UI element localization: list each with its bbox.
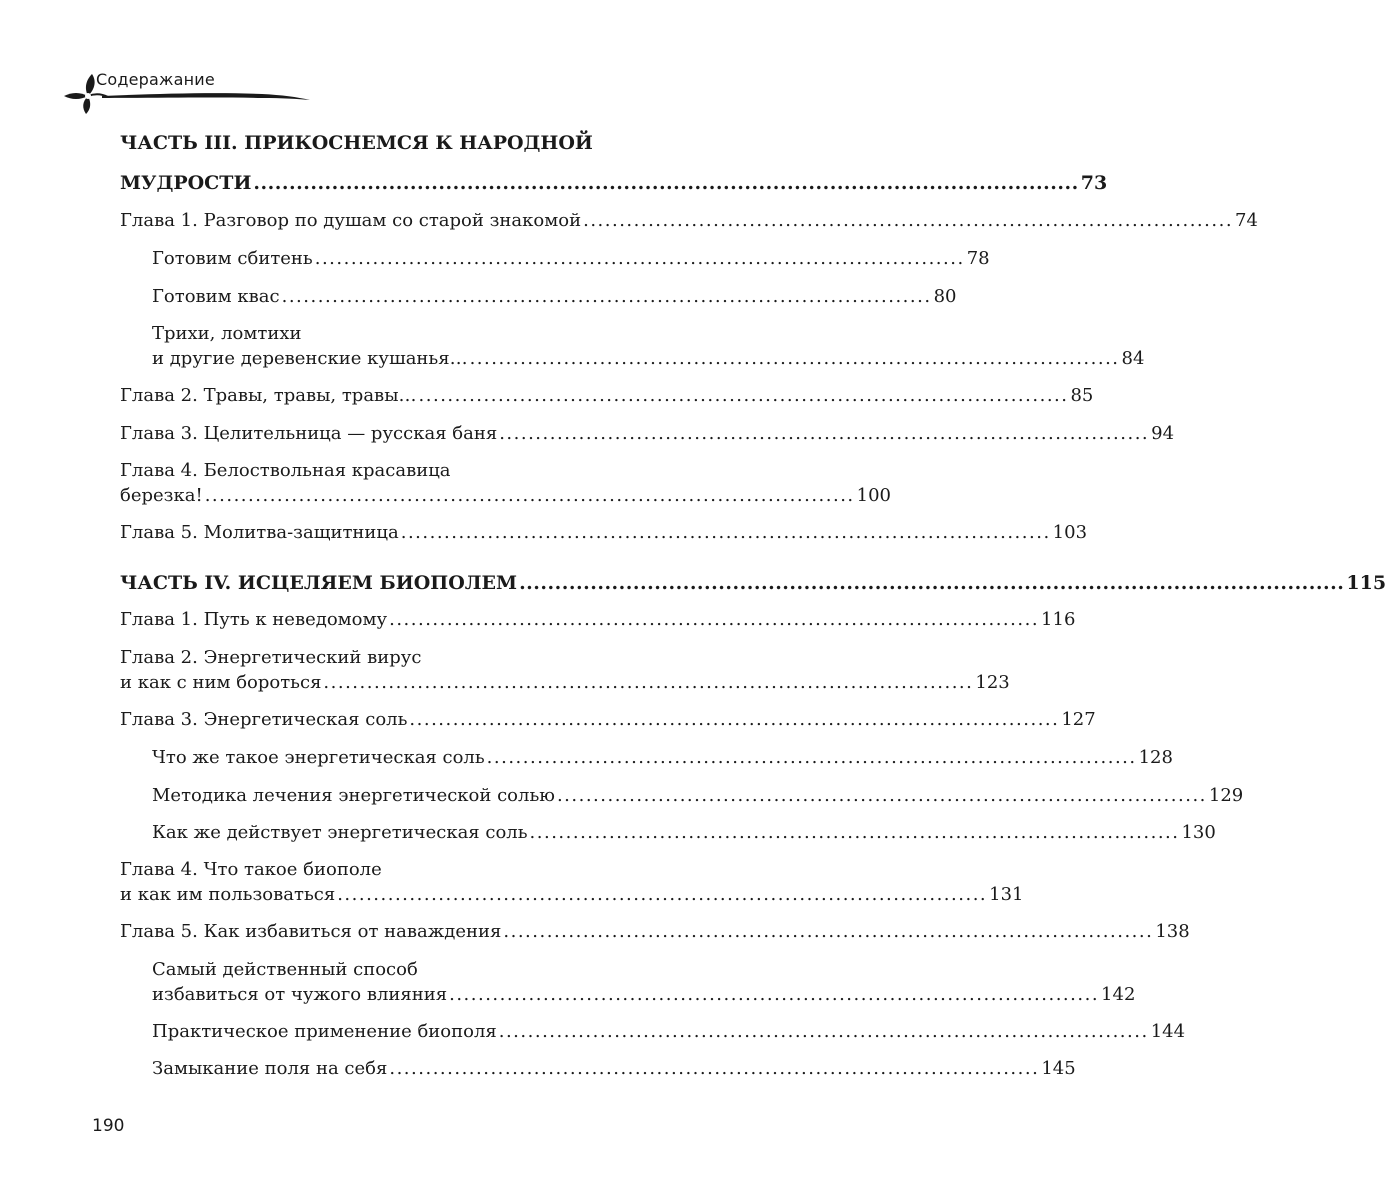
page-number: 190 — [92, 1116, 125, 1136]
toc-entry[interactable]: Практическое применение биополя .......................................................................................... 144 — [152, 1021, 1186, 1042]
toc-entry-line1[interactable] — [120, 858, 680, 882]
toc-entry-line1[interactable] — [152, 958, 680, 982]
toc-entry-title: Готовим сбитень — [152, 248, 313, 269]
toc-page-number: 138 — [1155, 921, 1190, 942]
toc-entry[interactable]: избавиться от чужого влияния .......................................................................................... 142 — [152, 984, 1136, 1005]
toc-page-number: 94 — [1151, 423, 1175, 444]
toc-page-number: 129 — [1208, 785, 1244, 806]
toc-entry-title: избавиться от чужого влияния — [152, 984, 448, 1005]
toc-page-number: 128 — [1138, 747, 1173, 768]
toc-entry-title-line: Глава 2. Энергетический вирус — [120, 647, 422, 668]
toc-entry-title-line: Глава 4. Белоствольная красавица — [120, 460, 451, 481]
toc-part-heading-end[interactable]: МУДРОСТИ .................................................................................................................... 73 — [120, 172, 1108, 194]
toc-part-heading[interactable]: ЧАСТЬ IV. ИСЦЕЛЯЕМ БИОПОЛЕМ .................................................................................................................... 115 — [120, 572, 1386, 594]
toc-page-number: 130 — [1181, 822, 1216, 843]
toc-entry-title-line: Самый действенный способ — [152, 959, 418, 980]
toc-entry[interactable]: Готовим квас .......................................................................................... 80 — [152, 286, 957, 307]
toc-entry[interactable]: Что же такое энергетическая соль .......................................................................................... 128 — [152, 747, 1173, 768]
toc-entry[interactable]: Глава 3. Энергетическая соль .......................................................................................... 127 — [120, 709, 1096, 730]
toc-entry-title: Замыкание поля на себя — [152, 1058, 388, 1079]
toc-entry-title: Готовим квас — [152, 286, 280, 307]
toc-page-number: 131 — [989, 884, 1024, 905]
toc-entry-title: Глава 5. Как избавиться от наваждения — [120, 921, 502, 942]
toc-page-number: 127 — [1061, 709, 1096, 730]
toc-entry-title: и как им пользоваться — [120, 884, 336, 905]
toc-page-number: 78 — [966, 248, 990, 269]
toc-entry[interactable]: Глава 5. Молитва-защитница .......................................................................................... 103 — [120, 522, 1088, 543]
toc-page-number: 73 — [1080, 172, 1108, 194]
toc-entry-title: Глава 5. Молитва-защитница — [120, 522, 399, 543]
toc-entry-title: Глава 1. Путь к неведомому — [120, 609, 388, 630]
toc-part-title: МУДРОСТИ — [120, 172, 252, 194]
toc-entry-title: Что же такое энергетическая соль — [152, 747, 485, 768]
toc-entry-line1[interactable] — [120, 459, 680, 483]
toc-entry[interactable]: Глава 1. Путь к неведомому .......................................................................................... 116 — [120, 609, 1076, 630]
toc-part-title: ЧАСТЬ IV. ИСЦЕЛЯЕМ БИОПОЛЕМ — [120, 572, 518, 594]
toc-entry-title-line: Глава 4. Что такое биополе — [120, 859, 382, 880]
toc-entry[interactable]: березка! .......................................................................................... 100 — [120, 485, 892, 506]
toc-entry[interactable]: Замыкание поля на себя .......................................................................................... 145 — [152, 1058, 1076, 1079]
toc-page-number: 103 — [1052, 522, 1088, 543]
toc-entry[interactable]: Методика лечения энергетической солью .......................................................................................... 129 — [152, 785, 1244, 806]
toc-page-number: 74 — [1235, 210, 1258, 231]
toc-entry[interactable]: и как им пользоваться .......................................................................................... 131 — [120, 884, 1024, 905]
toc-entry-title: и другие деревенские кушанья… — [152, 348, 468, 369]
toc-part-title-line: ЧАСТЬ III. ПРИКОСНЕМСЯ К НАРОДНОЙ — [120, 132, 593, 154]
toc-entry-title: Практическое применение биополя — [152, 1021, 497, 1042]
toc-entry-title: Глава 3. Энергетическая соль — [120, 709, 408, 730]
toc-entry[interactable]: и как с ним бороться .......................................................................................... 123 — [120, 672, 1010, 693]
toc-entry-title: Глава 2. Травы, травы, травы… — [120, 385, 417, 406]
toc-entry-title: Как же действует энергетическая соль — [152, 822, 528, 843]
toc-page-number: 144 — [1150, 1021, 1186, 1042]
toc-page-number: 84 — [1121, 348, 1145, 369]
toc-page-number: 115 — [1346, 572, 1386, 594]
toc-entry-line1[interactable] — [120, 646, 680, 670]
toc-entry[interactable]: Глава 1. Разговор по душам со старой знакомой .......................................................................................... 74 — [120, 210, 1258, 231]
toc-entry[interactable]: Готовим сбитень .......................................................................................... 78 — [152, 248, 990, 269]
toc-entry-title: Методика лечения энергетической солью — [152, 785, 555, 806]
toc-page-number: 100 — [856, 485, 892, 506]
toc-page-number: 142 — [1101, 984, 1136, 1005]
toc-entry[interactable]: Глава 5. Как избавиться от наваждения .......................................................................................... 138 — [120, 921, 1190, 942]
toc-page-number: 80 — [933, 286, 957, 307]
toc-entry[interactable]: и другие деревенские кушанья… .......................................................................................... 84 — [152, 348, 1145, 369]
toc-entry-title: березка! — [120, 485, 203, 506]
toc-page-number: 123 — [975, 672, 1010, 693]
toc-entry-line1[interactable] — [152, 322, 680, 346]
toc-entry-title: Глава 1. Разговор по душам со старой знакомой — [120, 210, 582, 231]
running-header — [62, 66, 322, 114]
toc-entry[interactable]: Как же действует энергетическая соль .......................................................................................... 130 — [152, 822, 1216, 843]
toc-entry[interactable]: Глава 3. Целительница — русская баня .......................................................................................... 94 — [120, 423, 1175, 444]
toc-entry[interactable]: Глава 2. Травы, травы, травы… .......................................................................................... 85 — [120, 385, 1094, 406]
toc-entry-title: Глава 3. Целительница — русская баня — [120, 423, 498, 444]
toc-entry-title: и как с ним бороться — [120, 672, 322, 693]
toc-page-number: 85 — [1070, 385, 1094, 406]
toc-entry-title-line: Трихи, ломтихи — [152, 323, 302, 344]
toc-page-number: 116 — [1041, 609, 1076, 630]
running-header-title: Содеражание — [96, 70, 215, 89]
toc-page-number: 145 — [1041, 1058, 1076, 1079]
toc-part-heading[interactable] — [120, 131, 680, 155]
